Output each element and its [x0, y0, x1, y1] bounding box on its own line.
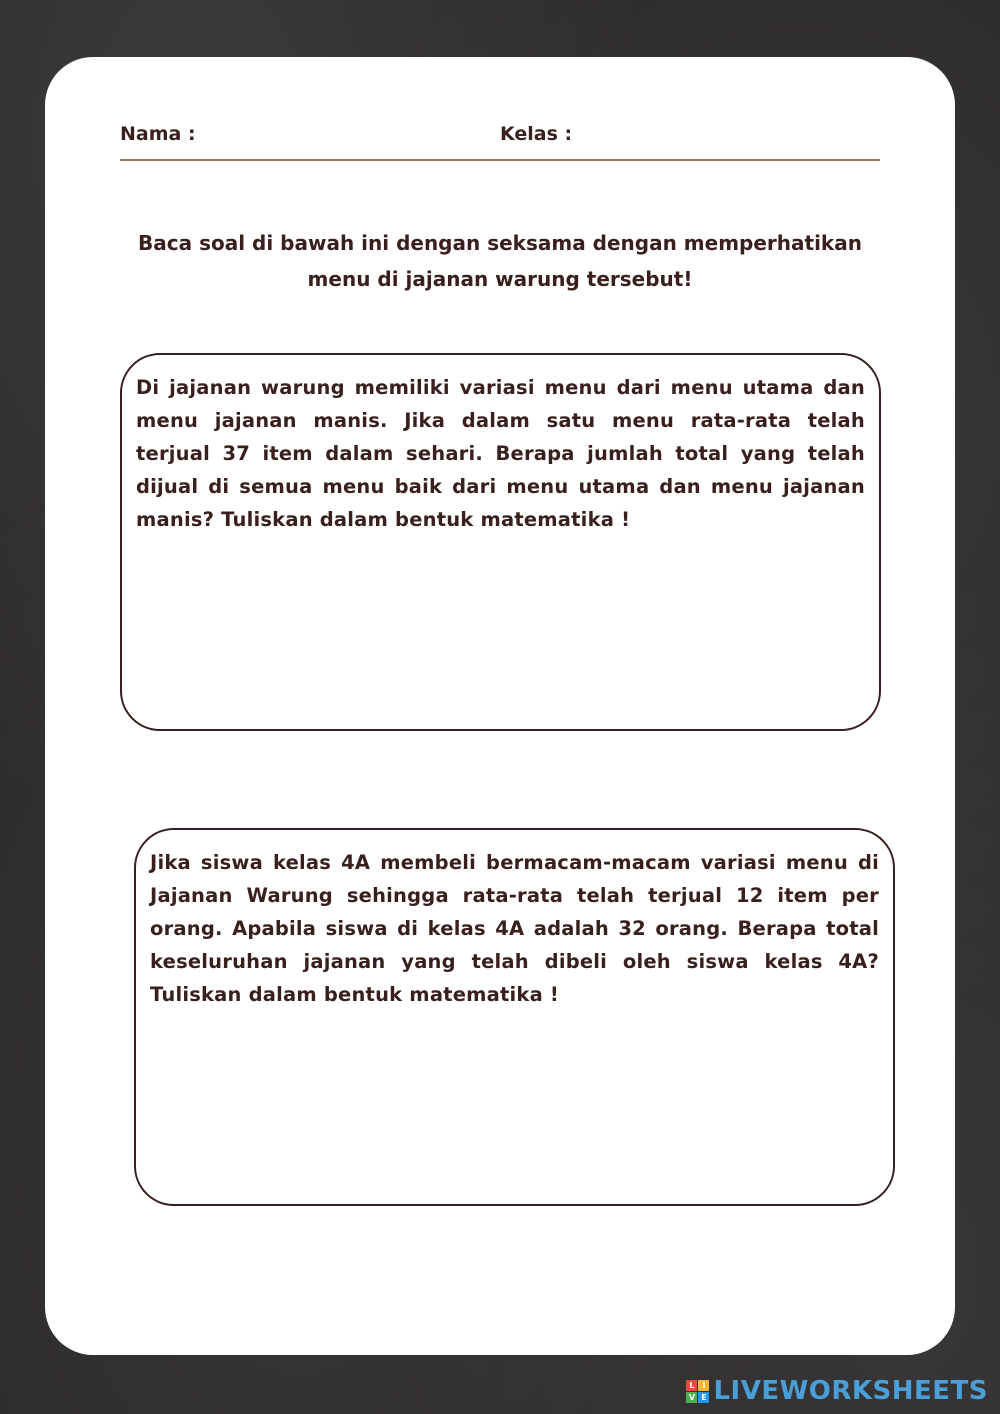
- brand-name: LIVEWORKSHEETS: [713, 1376, 988, 1406]
- liveworksheets-logo-icon: [686, 1380, 709, 1403]
- logo-letter-v: V: [686, 1392, 697, 1403]
- answer-area-1[interactable]: [136, 559, 865, 709]
- question-text-1: Di jajanan warung memiliki variasi menu dari menu utama dan menu jajanan manis. Jika dalam satu menu rata-rata telah terjual 37 item dalam sehari. Berapa jumlah total yang telah dijual di semua menu baik dari menu utama dan menu jajanan manis? Tuliskan dalam bentuk matematika !: [136, 376, 865, 531]
- question-text-2: Jika siswa kelas 4A membeli bermacam-macam variasi menu di Jajanan Warung sehingga rata-rata telah terjual 12 item per orang. Apabila siswa di kelas 4A adalah 32 orang. Berapa total keseluruhan jajanan yang telah dibeli oleh siswa kelas 4A? Tuliskan dalam bentuk matematika !: [150, 851, 879, 1006]
- liveworksheets-brand[interactable]: [686, 1376, 988, 1406]
- answer-area-2[interactable]: [150, 1034, 879, 1184]
- question-box-1: [120, 353, 881, 731]
- logo-letter-e: E: [698, 1392, 709, 1403]
- instruction-line-2: menu di jajanan warung tersebut!: [307, 267, 693, 291]
- kelas-label: Kelas :: [500, 123, 573, 145]
- instruction-text: [105, 225, 895, 297]
- logo-letter-i: I: [698, 1380, 709, 1391]
- nama-label: Nama :: [120, 123, 196, 145]
- instruction-line-1: Baca soal di bawah ini dengan seksama dengan memperhatikan: [138, 231, 862, 255]
- worksheet-page: [45, 57, 955, 1355]
- logo-letter-l: L: [686, 1380, 697, 1391]
- question-box-2: [134, 828, 895, 1206]
- student-info-row: [120, 121, 880, 161]
